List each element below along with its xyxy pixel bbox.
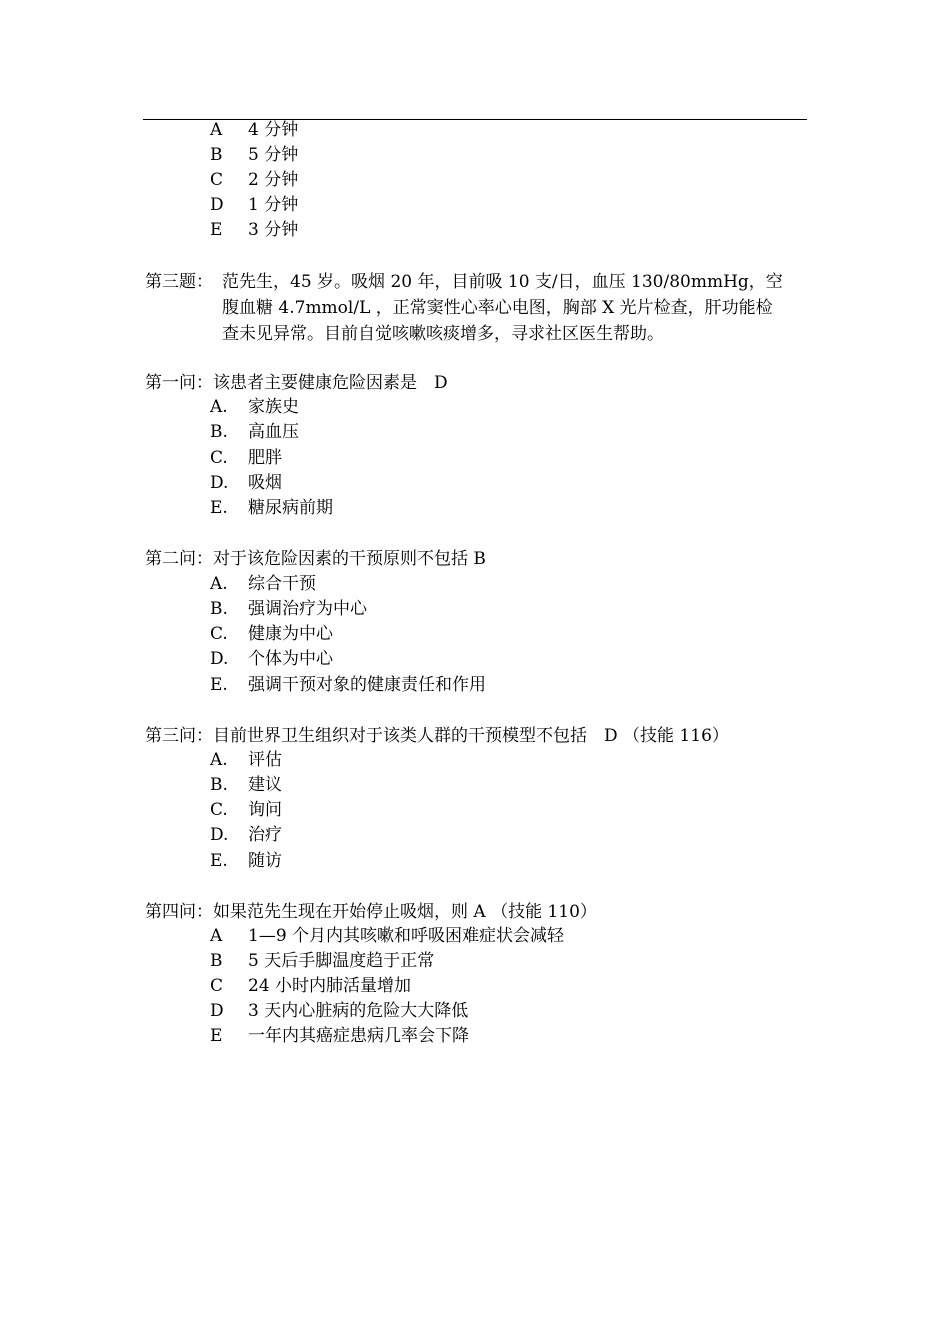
option-text: 建议 [248, 775, 282, 795]
option-letter: E [210, 1026, 223, 1046]
option-text: 健康为中心 [248, 624, 333, 644]
header-rule [143, 119, 807, 120]
option-letter: D [210, 195, 224, 215]
option-text: 个体为中心 [248, 649, 333, 669]
case-label: 第三题： [145, 272, 213, 292]
option-letter: D [210, 1001, 224, 1021]
option-text: 肥胖 [248, 448, 282, 468]
option-letter: E. [210, 675, 228, 695]
option-text: 1—9 个月内其咳嗽和呼吸困难症状会减轻 [248, 926, 565, 946]
option-text: 3 分钟 [248, 220, 299, 240]
question-title: 第一问：该患者主要健康危险因素是 D [145, 373, 448, 393]
option-text: 吸烟 [248, 473, 282, 493]
option-text: 一年内其癌症患病几率会下降 [248, 1026, 469, 1046]
option-letter: A [210, 120, 223, 140]
question-title: 第三问：目前世界卫生组织对于该类人群的干预模型不包括 D （技能 116） [145, 726, 729, 746]
option-text: 强调干预对象的健康责任和作用 [248, 675, 486, 695]
option-letter: B [210, 145, 223, 165]
option-letter: C [210, 170, 224, 190]
option-text: 询问 [248, 800, 282, 820]
case-line: 范先生，45 岁。吸烟 20 年，目前吸 10 支/日，血压 130/80mmHg，空 [222, 272, 783, 292]
option-text: 3 天内心脏病的危险大大降低 [248, 1001, 469, 1021]
case-line: 查未见异常。目前自觉咳嗽咳痰增多，寻求社区医生帮助。 [222, 324, 664, 344]
option-text: 综合干预 [248, 574, 316, 594]
case-line: 腹血糖 4.7mmol/L ，正常窦性心率心电图，胸部 X 光片检查，肝功能检 [222, 298, 773, 318]
option-text: 2 分钟 [248, 170, 299, 190]
option-letter: A. [210, 397, 228, 417]
option-text: 家族史 [248, 397, 299, 417]
option-letter: B. [210, 599, 228, 619]
question-title: 第二问：对于该危险因素的干预原则不包括 B [145, 549, 486, 569]
option-letter: D. [210, 473, 229, 493]
option-text: 高血压 [248, 422, 299, 442]
option-text: 4 分钟 [248, 120, 299, 140]
option-letter: C. [210, 800, 228, 820]
option-text: 治疗 [248, 825, 282, 845]
option-text: 5 分钟 [248, 145, 299, 165]
option-letter: E [210, 220, 223, 240]
option-letter: A. [210, 574, 228, 594]
option-letter: A. [210, 750, 228, 770]
option-text: 24 小时内肺活量增加 [248, 976, 412, 996]
option-letter: D. [210, 649, 229, 669]
option-text: 随访 [248, 851, 282, 871]
option-text: 评估 [248, 750, 282, 770]
option-letter: C. [210, 448, 228, 468]
question-title: 第四问：如果范先生现在开始停止吸烟，则 A （技能 110） [145, 902, 597, 922]
option-letter: B. [210, 775, 228, 795]
option-letter: C. [210, 624, 228, 644]
option-text: 强调治疗为中心 [248, 599, 367, 619]
option-letter: A [210, 926, 223, 946]
option-text: 1 分钟 [248, 195, 299, 215]
option-letter: C [210, 976, 224, 996]
option-text: 5 天后手脚温度趋于正常 [248, 951, 435, 971]
option-letter: D. [210, 825, 229, 845]
option-letter: E. [210, 498, 228, 518]
option-letter: E. [210, 851, 228, 871]
option-letter: B. [210, 422, 228, 442]
option-text: 糖尿病前期 [248, 498, 333, 518]
option-letter: B [210, 951, 223, 971]
